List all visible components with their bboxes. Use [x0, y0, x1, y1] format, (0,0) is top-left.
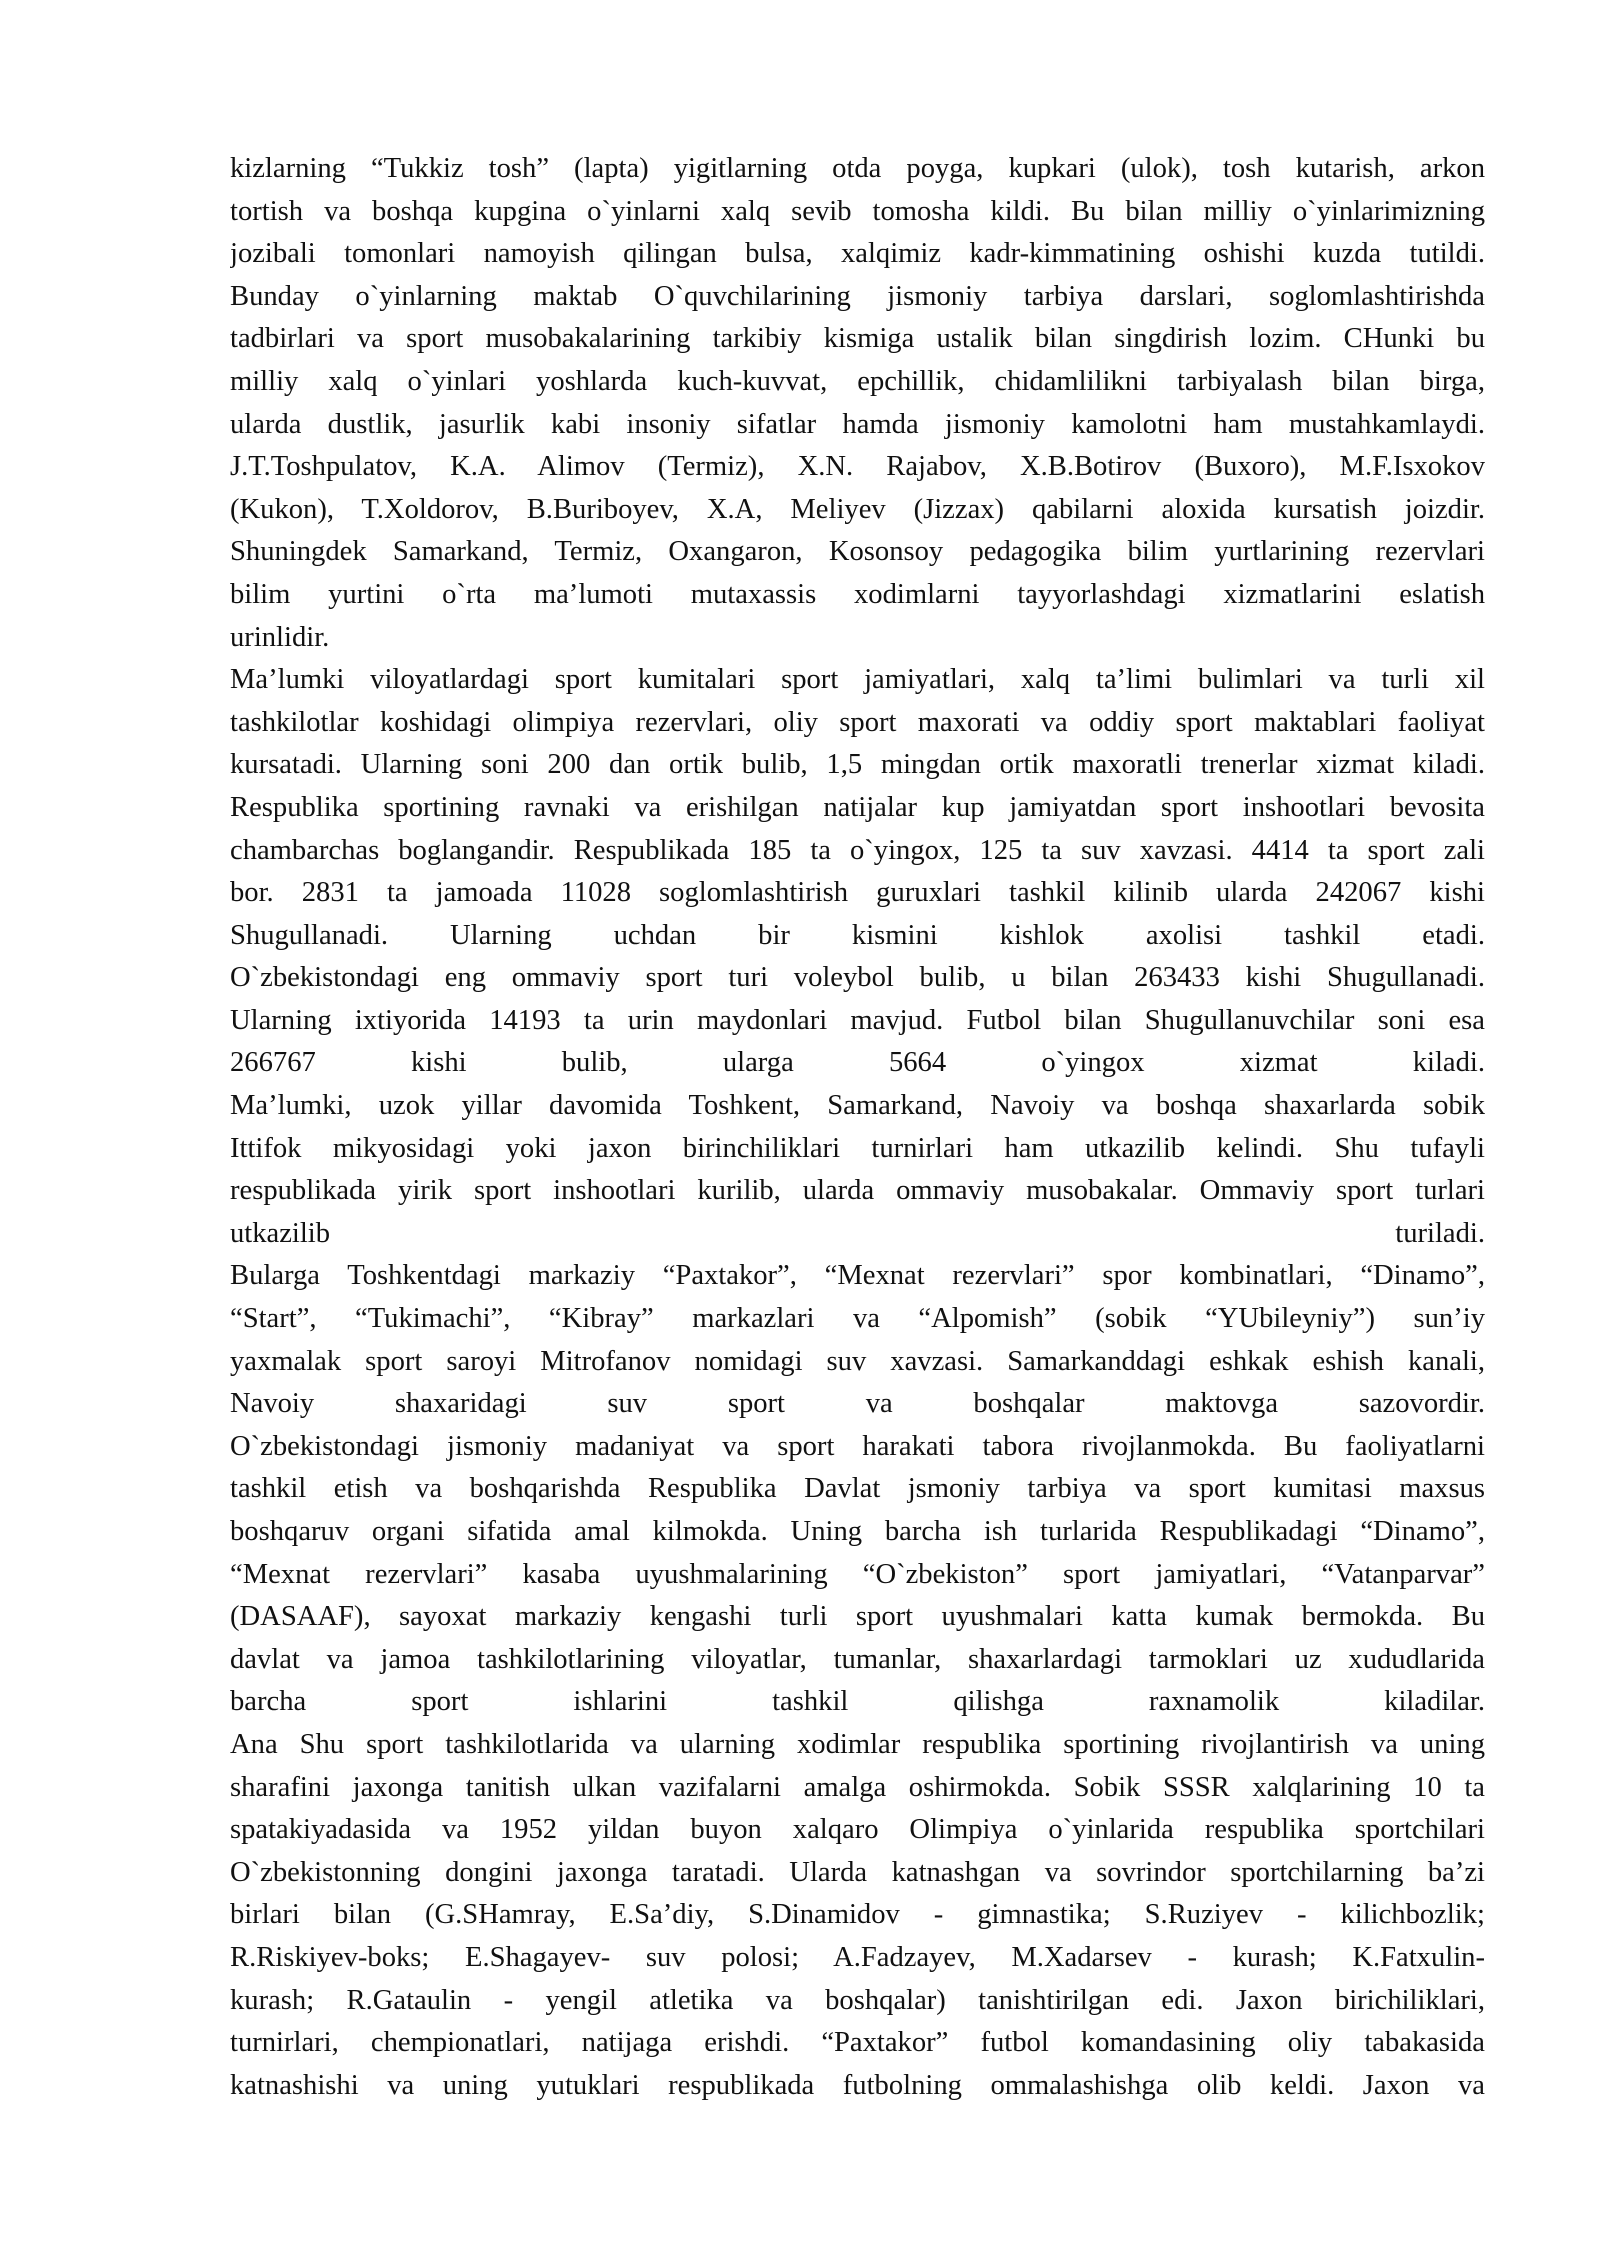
text-line: (Kukon), T.Xoldorov, B.Buriboyev, X.A, Meliyev (Jizzax) qabilarni aloxida kursatish joizdir.: [230, 493, 1485, 525]
text-line: respublikada yirik sport inshootlari kurilib, ularda ommaviy musobakalar. Ommaviy sport turlari: [230, 1175, 1485, 1207]
text-line: urinlidir.: [230, 621, 330, 653]
text-line: yaxmalak sport saroyi Mitrofanov nomidagi suv xavzasi. Samarkanddagi eshkak eshish kanali,: [230, 1345, 1485, 1377]
text-line: Bularga Toshkentdagi markaziy “Paxtakor”, “Mexnat rezervlari” spor kombinatlari, “Dinamo”,: [230, 1260, 1485, 1292]
text-line: boshqaruv organi sifatida amal kilmokda. Uning barcha ish turlarida Respublikadagi “Dinamo”,: [230, 1516, 1485, 1547]
text-line: (DASAAF), sayoxat markaziy kengashi turli sport uyushmalari katta kumak bermokda. Bu: [230, 1601, 1485, 1633]
text-line: bilim yurtini o`rta ma’lumoti mutaxassis xodimlarni tayyorlashdagi xizmatlarini eslatish: [230, 578, 1485, 610]
text-line: Ma’lumki, uzok yillar davomida Toshkent, Samarkand, Navoiy va boshqa shaxarlarda sobik: [230, 1090, 1485, 1122]
text-line: kizlarning “Tukkiz tosh” (lapta) yigitlarning otda poyga, kupkari (ulok), tosh kutarish, arkon: [230, 153, 1485, 184]
text-line: davlat va jamoa tashkilotlarining viloyatlar, tumanlar, shaxarlardagi tarmoklari uz xududlarida: [230, 1643, 1485, 1675]
text-line: milliy xalq o`yinlari yoshlarda kuch-kuvvat, epchillik, chidamlilikni tarbiyalash bilan birga,: [230, 365, 1485, 397]
text-line: turnirlari, chempionatlari, natijaga erishdi. “Paxtakor” futbol komandasining oliy tabakasida: [230, 2027, 1485, 2059]
text-line: tadbirlari va sport musobakalarining tarkibiy kismiga ustalik bilan singdirish lozim. CHunki bu: [230, 323, 1485, 355]
text-line: R.Riskiyev-boks; E.Shagayev- suv polosi; A.Fadzayev, M.Xadarsev - kurash; K.Fatxulin-: [230, 1941, 1485, 1973]
text-line: spatakiyadasida va 1952 yildan buyon xalqaro Olimpiya o`yinlarida respublika sportchilari: [230, 1814, 1485, 1846]
text-line: chambarchas boglangandir. Respublikada 185 ta o`yingox, 125 ta suv xavzasi. 4414 ta sport zali: [230, 834, 1485, 866]
document-body: [230, 148, 1485, 2107]
text-line: “Mexnat rezervlari” kasaba uyushmalarining “O`zbekiston” sport jamiyatlari, “Vatanparvar”: [230, 1558, 1485, 1590]
text-line: Ittifok mikyosidagi yoki jaxon birinchiliklari turnirlari ham utkazilib kelindi. Shu tufayli: [230, 1132, 1485, 1164]
text-line: barcha sport ishlarini tashkil qilishga raxnamolik kiladilar.: [230, 1686, 1485, 1718]
text-line: bor. 2831 ta jamoada 11028 soglomlashtirish guruxlari tashkil kilinib ularda 242067 kishi: [230, 877, 1485, 909]
text-line: Ma’lumki viloyatlardagi sport kumitalari sport jamiyatlari, xalq ta’limi bulimlari va turli xil: [230, 664, 1485, 696]
text-line: jozibali tomonlari namoyish qilingan bulsa, xalqimiz kadr-kimmatining oshishi kuzda tutildi.: [230, 238, 1485, 270]
text-line: birlari bilan (G.SHamray, E.Sa’diy, S.Dinamidov - gimnastika; S.Ruziyev - kilichbozlik;: [230, 1899, 1485, 1931]
text-line: Shugullanadi. Ularning uchdan bir kismini kishlok axolisi tashkil etadi.: [230, 919, 1485, 951]
text-line: O`zbekistondagi eng ommaviy sport turi voleybol bulib, u bilan 263433 kishi Shugullanadi.: [230, 962, 1485, 994]
text-line: kursatadi. Ularning soni 200 dan ortik bulib, 1,5 mingdan ortik maxoratli trenerlar xizmat kiladi.: [230, 749, 1485, 781]
text-line: tashkil etish va boshqarishda Respublika Davlat jsmoniy tarbiya va sport kumitasi maxsus: [230, 1473, 1485, 1505]
text-line: O`zbekistonning dongini jaxonga taratadi. Ularda katnashgan va sovrindor sportchilarning ba’zi: [230, 1856, 1485, 1888]
text-line: Navoiy shaxaridagi suv sport va boshqalar maktovga sazovordir.: [230, 1388, 1485, 1420]
text-line: Shuningdek Samarkand, Termiz, Oxangaron, Kosonsoy pedagogika bilim yurtlarining rezervlari: [230, 536, 1485, 568]
text-line: ularda dustlik, jasurlik kabi insoniy sifatlar hamda jismoniy kamolotni ham mustahkamlaydi.: [230, 408, 1485, 440]
text-line: tortish va boshqa kupgina o`yinlarni xalq sevib tomosha kildi. Bu bilan milliy o`yinlarimizning: [230, 195, 1485, 227]
text-line: Respublika sportining ravnaki va erishilgan natijalar kup jamiyatdan sport inshootlari bevosita: [230, 791, 1485, 823]
text-line: O`zbekistondagi jismoniy madaniyat va sport harakati tabora rivojlanmokda. Bu faoliyatlarni: [230, 1430, 1485, 1462]
text-line: kurash; R.Gataulin - yengil atletika va boshqalar) tanishtirilgan edi. Jaxon birichiliklari,: [230, 1984, 1485, 2016]
text-line: katnashishi va uning yutuklari respublikada futbolning ommalashishga olib keldi. Jaxon va: [230, 2069, 1485, 2101]
text-line: “Start”, “Tukimachi”, “Kibray” markazlari va “Alpomish” (sobik “YUbileyniy”) sun’iy: [230, 1303, 1485, 1335]
text-line: 266767 kishi bulib, ularga 5664 o`yingox xizmat kiladi.: [230, 1047, 1485, 1079]
text-line: J.T.Toshpulatov, K.A. Alimov (Termiz), X.N. Rajabov, X.B.Botirov (Buxoro), M.F.Isxokov: [230, 451, 1485, 483]
text-line: Ularning ixtiyorida 14193 ta urin maydonlari mavjud. Futbol bilan Shugullanuvchilar soni esa: [230, 1004, 1485, 1036]
text-line: sharafini jaxonga tanitish ulkan vazifalarni amalga oshirmokda. Sobik SSSR xalqlarining 10 ta: [230, 1771, 1485, 1803]
text-line: tashkilotlar koshidagi olimpiya rezervlari, oliy sport maxorati va oddiy sport maktablari faoliyat: [230, 706, 1485, 738]
text-line: Bunday o`yinlarning maktab O`quvchilarining jismoniy tarbiya darslari, soglomlashtirishda: [230, 280, 1485, 312]
text-line: Ana Shu sport tashkilotlarida va ularning xodimlar respublika sportining rivojlantirish va uning: [230, 1728, 1485, 1760]
text-line: utkazilib turiladi.: [230, 1217, 1485, 1249]
